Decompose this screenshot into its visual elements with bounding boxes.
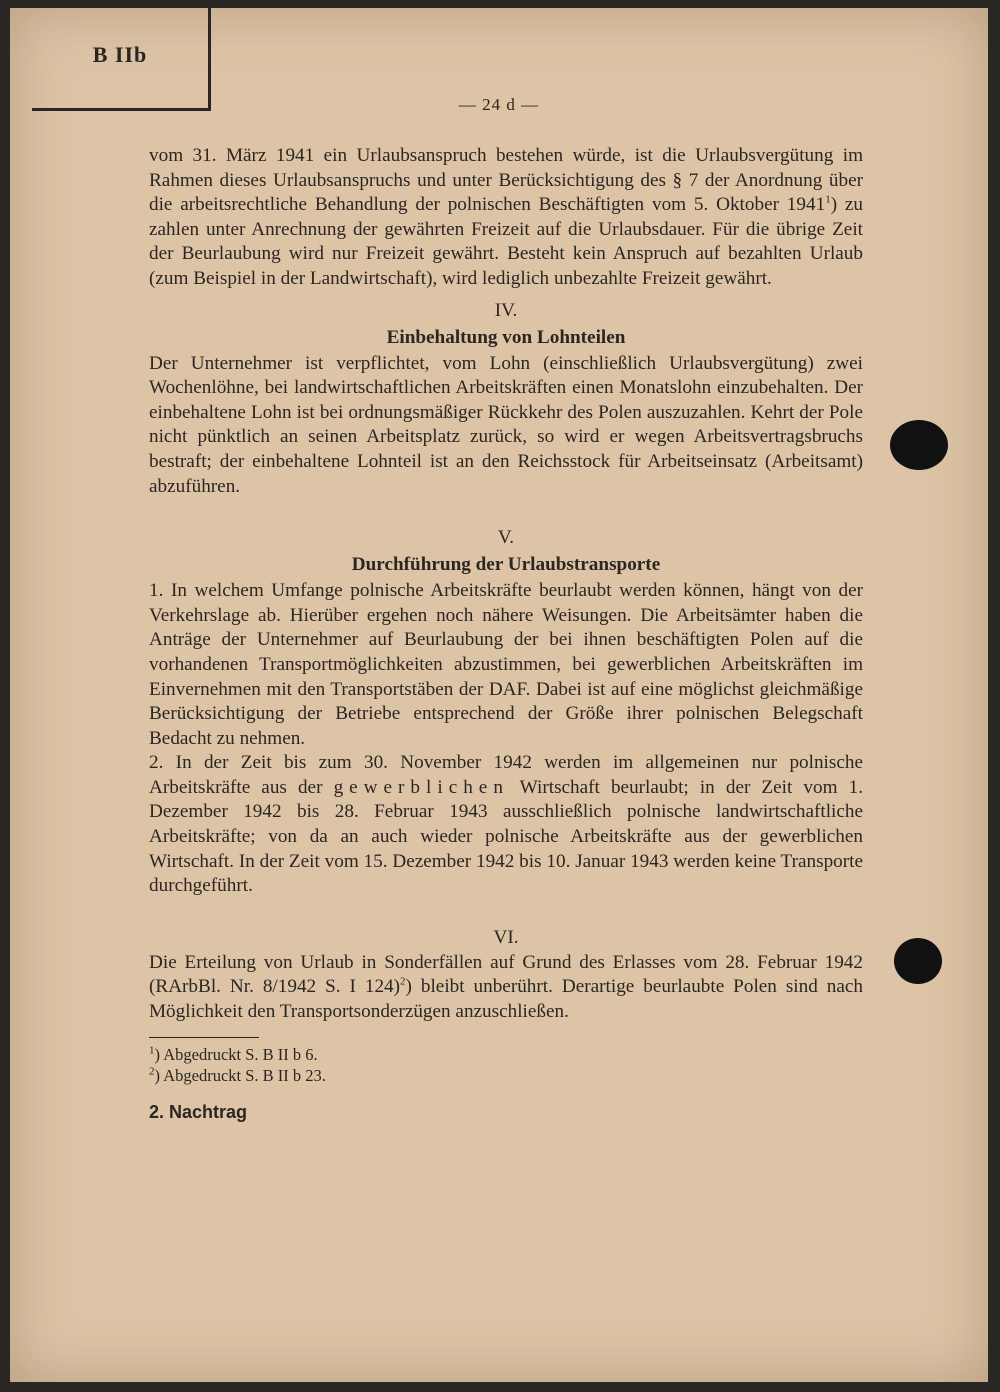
section-iv-title: Einbehaltung von Lohnteilen xyxy=(386,326,626,348)
section-v-title: Durchführung der Urlaubstransporte xyxy=(351,554,661,576)
intro-paragraph: vom 31. März 1941 ein Urlaubsanspruch bestehen würde, ist die Urlaubsvergütung im Rahmen dieses Urlaubsanspruchs und unter Berücksichtigung des § 7 der Anordnung über die arbeitsrechtliche Behandlung der polnischen Beschäftigten vom 5. Oktober 1941$^1$) zu zahlen unter Anrechnung der gewährten Freizeit auf die Urlaubsdauer. Für die übrige Zeit der Beurlaubung wird nur Freizeit gewährt. Besteht kein Anspruch auf bezahlten Urlaub (zum Beispiel in der Landwirtschaft), wird lediglich unbezahlte Freizeit gewährt. xyxy=(149,145,864,289)
footnote-ref-2: 2 xyxy=(400,976,406,989)
supplement-label: 2. Nachtrag xyxy=(149,1101,248,1122)
section-iv-number: IV. xyxy=(494,299,518,321)
section-vi-text: Die Erteilung von Urlaub in Sonderfällen auf Grund des Erlasses vom 28. Februar 1942 (RArbBl. Nr. 8/1942 S. I 124)$^2$) bleibt unberührt. Derartige beurlaubte Polen sind nach Möglichkeit den Transportsonderzügen anzuschließen. xyxy=(149,951,863,1023)
section-v-number: V. xyxy=(497,527,515,549)
footnote: $^1$) Abgedruckt S. B II b 6. xyxy=(149,1044,318,1064)
section-iv-text: Der Unternehmer ist verpflichtet, vom Lohn (einschließlich Urlaubsvergütung) zwei Wochenlöhne, bei landwirtschaftlichen Arbeitskräften einen Monatslohn einzubehalten. Der einbehaltene Lohn ist bei ordnungsmäßiger Rückkehr des Polen auszuzahlen. Kehrt der Pole nicht pünktlich an seinen Arbeitsplatz zurück, so wird er wegen Arbeitsvertragsbruchs bestraft; der einbehaltene Lohnteil ist an den Reichsstock für Arbeitseinsatz (Arbeitsamt) abzuführen. xyxy=(149,352,863,497)
punch-hole-bottom xyxy=(894,938,942,984)
document-body xyxy=(149,144,863,1124)
document-page xyxy=(10,8,988,1382)
footnote: $^2$) Abgedruckt S. B II b 23. xyxy=(149,1065,326,1085)
spaced-emphasis: gewerblichen xyxy=(333,776,509,798)
section-v-para-1: 1. In welchem Umfange polnische Arbeitskräfte beurlaubt werden können, hängt von der Verkehrslage ab. Hierüber ergehen noch nähere Weisungen. Die Arbeitsämter haben die Anträge der Unternehmer auf Beurlaubung der bei ihnen beschäftigten Polen auf die vorhandenen Transportmöglichkeiten abzustimmen, bei gewerblichen Arbeitskräften im Einvernehmen mit den Transportstäben der DAF. Dabei ist auf eine möglichst gleichmäßige Berücksichtigung der Betriebe entsprechend der Größe ihrer polnischen Belegschaft Bedacht zu nehmen. xyxy=(149,580,863,749)
footnote-ref-1: 1 xyxy=(825,193,831,206)
section-tab-label: B IIb xyxy=(92,42,148,67)
footnote-rule xyxy=(149,1037,259,1038)
section-v-para-2: 2. In der Zeit bis zum 30. November 1942 werden im allgemeinen nur polnische Arbeitskräfte aus der gewerblichen Wirtschaft beurlaubt; in der Zeit vom 1. Dezember 1942 bis 28. Februar 1943 ausschließlich polnische landwirtschaftliche Arbeitskräfte; von da an auch wieder polnische Arbeitskräfte aus der gewerblichen Wirtschaft. In der Zeit vom 15. Dezember 1942 bis 10. Januar 1943 werden keine Transporte durchgeführt. xyxy=(149,752,864,897)
section-vi-number: VI. xyxy=(493,926,519,948)
punch-hole-top xyxy=(890,420,948,470)
page-number: — 24 d — xyxy=(458,95,540,114)
